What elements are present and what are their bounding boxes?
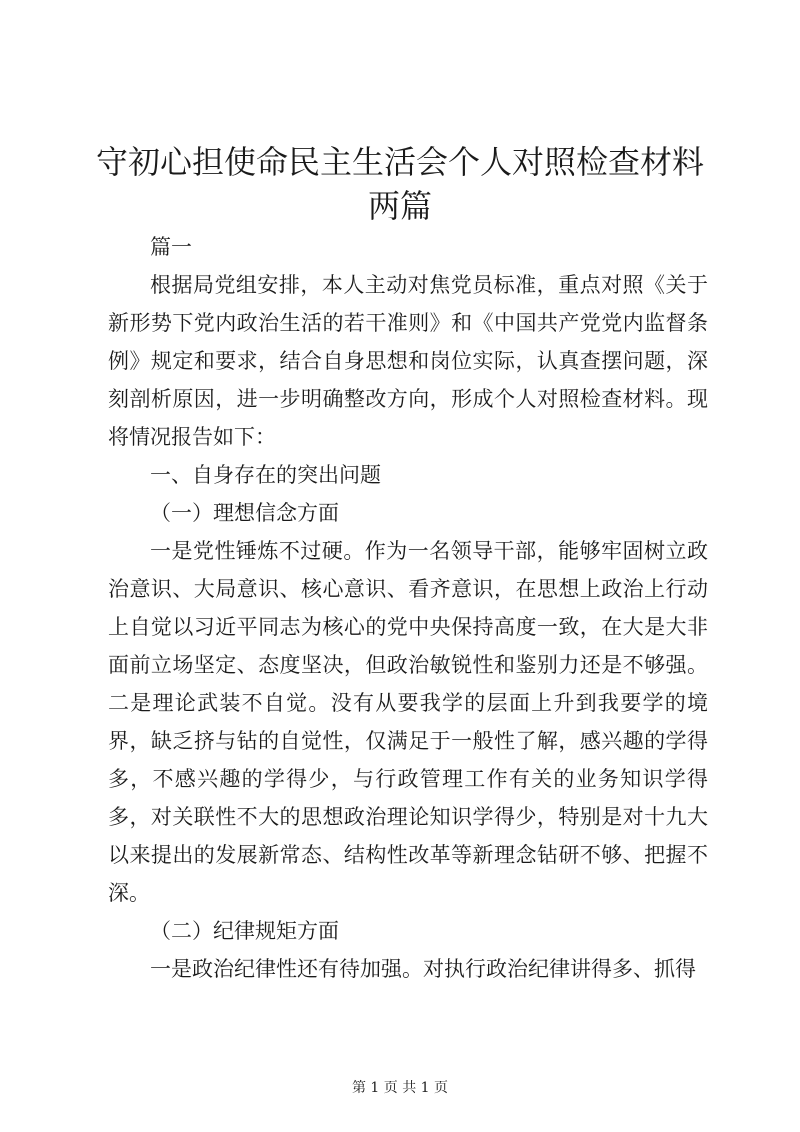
paragraph-subheading-ideals: （一）理想信念方面 [150,501,339,525]
paragraph-intro: 根据局党组安排，本人主动对焦党员标准，重点对照《关于新形势下党内政治生活的若干准则》和《中国共产党党内监督条例》规定和要求，结合自身思想和岗位实际，认真查摆问题，深刻剖析原因，进一步明确整改方向，形成个人对照检查材料。现将情况报告如下： [108,273,708,449]
paragraph-subheading-discipline: （二）纪律规矩方面 [150,919,339,943]
paragraph-heading-problems: 一、自身存在的突出问题 [150,463,381,487]
paragraph-discipline-content: 一是政治纪律性还有待加强。对执行政治纪律讲得多、抓得 [150,957,696,981]
paragraph-ideals-content: 一是党性锤炼不过硬。作为一名领导干部，能够牢固树立政治意识、大局意识、核心意识、看齐意识，在思想上政治上行动上自觉以习近平同志为核心的党中央保持高度一致，在大是大非面前立场坚定、态度坚决，但政治敏锐性和鉴别力还是不够强。二是理论武装不自觉。没有从要我学的层面上升到我要学的境界，缺乏挤与钻的自觉性，仅满足于一般性了解，感兴趣的学得多，不感兴趣的学得少，与行政管理工作有关的业务知识学得多，对关联性不大的思想政治理论知识学得少，特别是对十九大以来提出的发展新常态、结构性改革等新理念钻研不够、把握不深。 [108,539,708,905]
document-title: 守初心担使命民主生活会个人对照检查材料两篇 [95,143,704,225]
document-body [108,228,708,988]
page-footer: 第 1 页 共 1 页 [351,1080,449,1096]
paragraph-section-label: 篇一 [150,235,192,259]
